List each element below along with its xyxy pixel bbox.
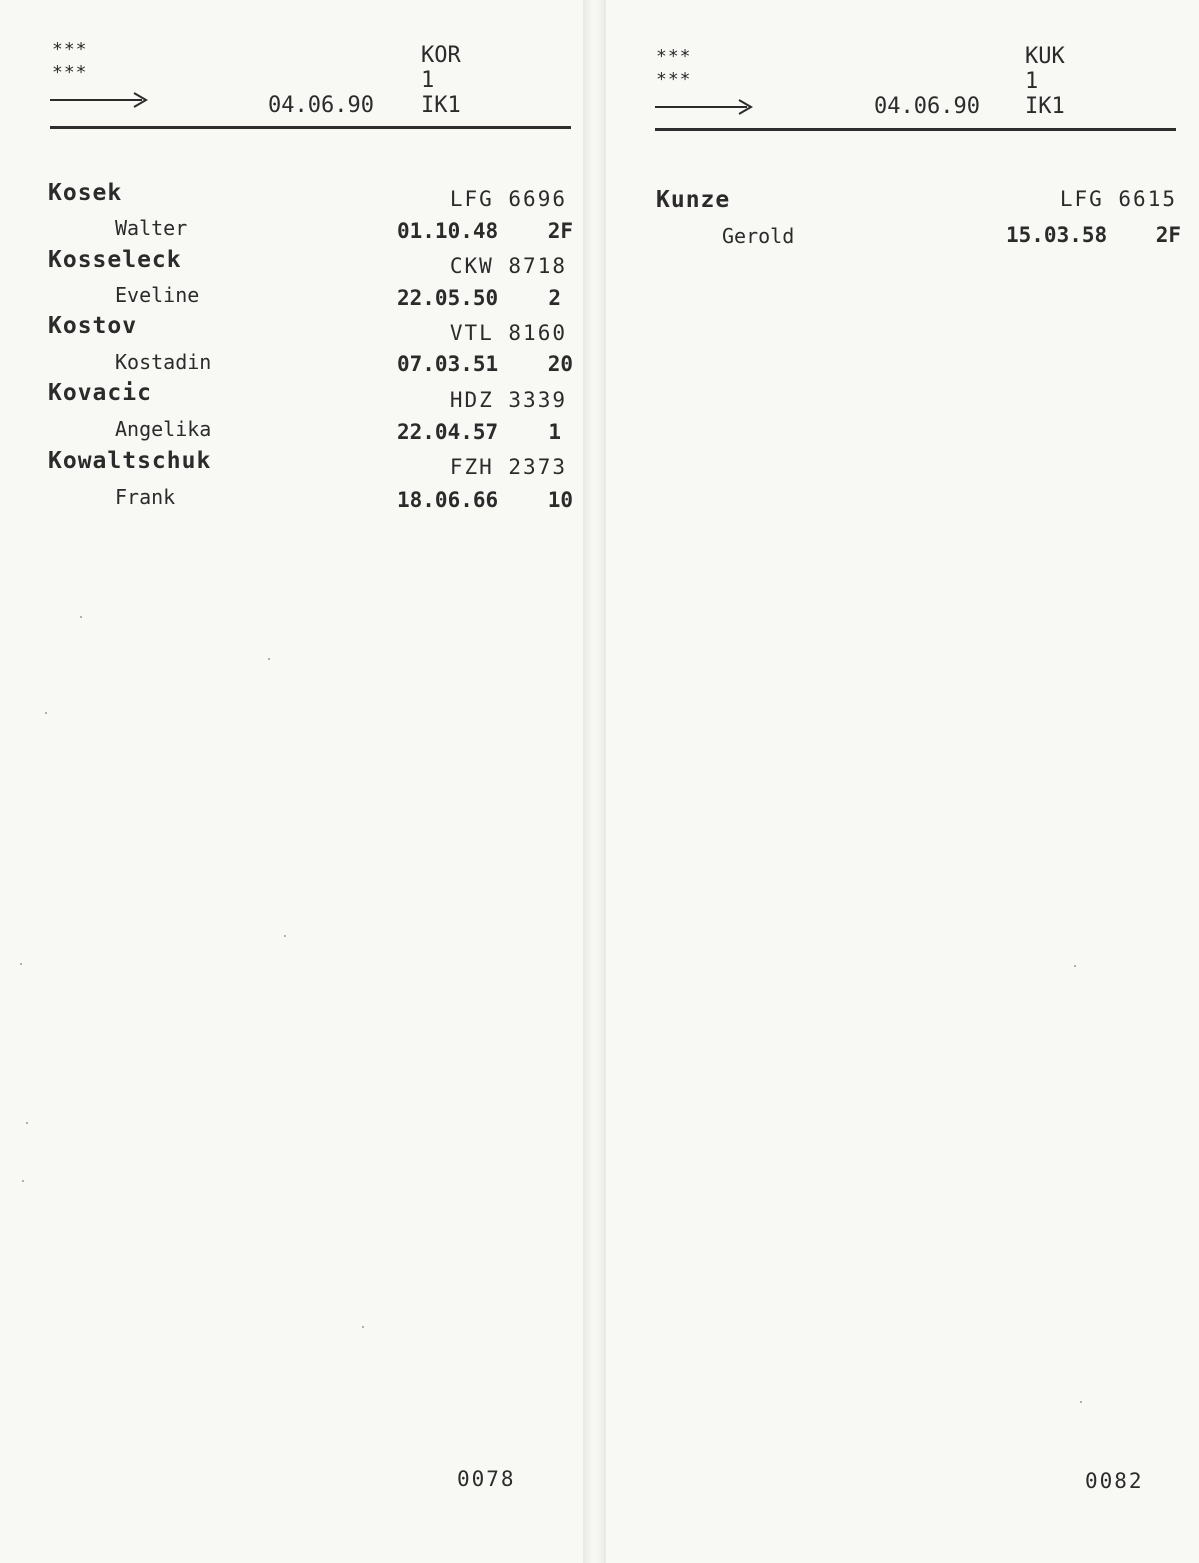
entry-class: 1	[548, 420, 561, 444]
entry-birth-date: 07.03.51	[397, 352, 499, 376]
entry-plate: CKW 8718	[449, 254, 567, 278]
entry-plate: LFG 6696	[449, 187, 567, 211]
card-date: 04.06.90	[874, 94, 980, 119]
paper-speck	[284, 935, 286, 937]
paper-speck	[80, 616, 82, 618]
header-rule	[655, 128, 1176, 131]
entry-birth-date: 01.10.48	[397, 219, 499, 243]
paper-speck	[26, 1122, 28, 1124]
paper-speck	[362, 1326, 364, 1328]
paper-speck	[45, 712, 47, 714]
paper-speck	[268, 658, 270, 660]
entry-given-name: Angelika	[115, 417, 212, 441]
entry-surname: Kowaltschuk	[48, 448, 212, 474]
entry-class: 2F	[1155, 223, 1181, 247]
paper-speck	[22, 1180, 24, 1182]
card-code-number: 1	[1025, 69, 1039, 94]
stars-top: ***	[52, 39, 88, 60]
page-number: 0078	[457, 1467, 516, 1491]
entry-plate: LFG 6615	[1059, 187, 1177, 211]
paper-speck	[1080, 1401, 1082, 1403]
stars-top: ***	[656, 46, 692, 67]
entry-surname: Kunze	[656, 187, 731, 213]
entry-birth-date: 22.04.57	[397, 420, 499, 444]
entry-surname: Kosseleck	[48, 247, 182, 273]
entry-surname: Kovacic	[48, 380, 152, 406]
paper-speck	[20, 963, 22, 965]
card-code: KUK	[1025, 44, 1065, 69]
card-gap	[583, 0, 606, 1563]
entry-given-name: Walter	[115, 216, 188, 240]
entry-class: 10	[547, 488, 573, 512]
page-number: 0082	[1085, 1469, 1144, 1493]
arrow-right-icon	[655, 97, 755, 117]
entry-plate: FZH 2373	[449, 455, 567, 479]
entry-class: 2F	[547, 219, 573, 243]
entry-given-name: Kostadin	[115, 350, 212, 374]
index-card-right	[606, 0, 1199, 1563]
index-card-left	[0, 0, 583, 1563]
entry-surname: Kosek	[48, 180, 123, 206]
entry-birth-date: 22.05.50	[397, 286, 499, 310]
entry-surname: Kostov	[48, 313, 138, 339]
entry-plate: VTL 8160	[449, 321, 567, 345]
entry-birth-date: 15.03.58	[1006, 223, 1108, 247]
entry-plate: HDZ 3339	[449, 388, 567, 412]
arrow-right-icon	[50, 90, 150, 110]
paper-speck	[1074, 965, 1076, 967]
entry-given-name: Frank	[115, 485, 176, 509]
stars-bottom: ***	[52, 62, 88, 83]
card-ik: IK1	[1025, 94, 1065, 119]
card-code: KOR	[421, 43, 461, 68]
entry-class: 2	[548, 286, 561, 310]
header-rule	[50, 126, 571, 129]
card-code-number: 1	[421, 68, 435, 93]
stars-bottom: ***	[656, 69, 692, 90]
card-ik: IK1	[421, 93, 461, 118]
entry-given-name: Gerold	[722, 224, 795, 248]
card-date: 04.06.90	[268, 93, 374, 118]
entry-birth-date: 18.06.66	[397, 488, 499, 512]
entry-given-name: Eveline	[115, 283, 200, 307]
entry-class: 20	[547, 352, 573, 376]
